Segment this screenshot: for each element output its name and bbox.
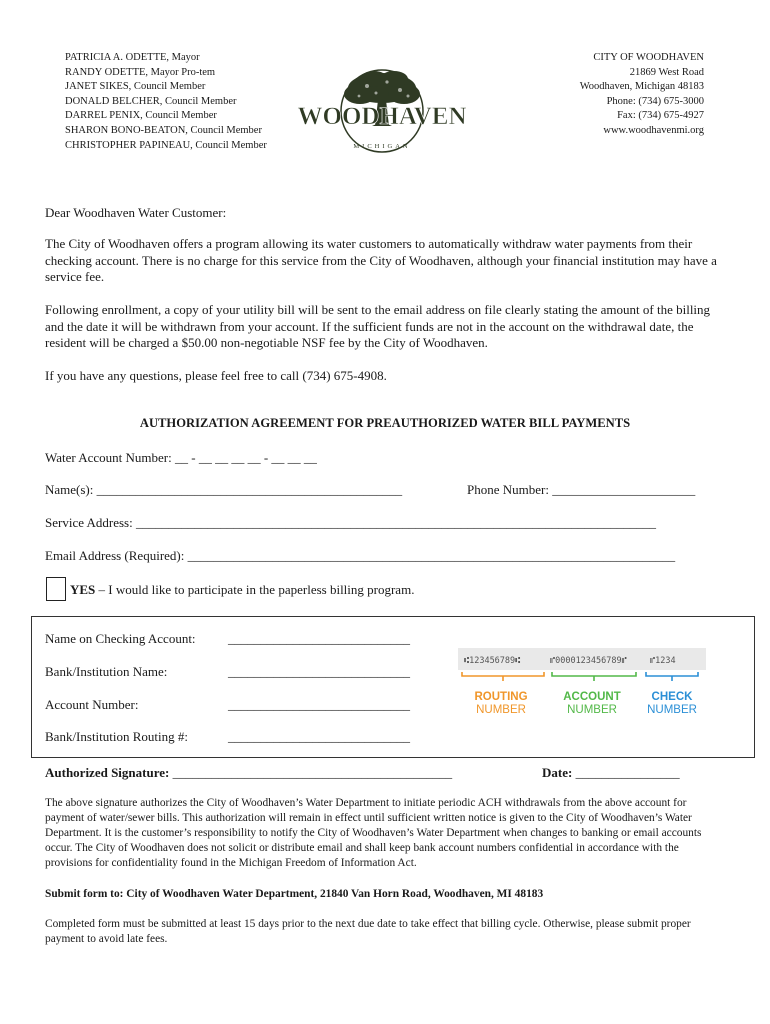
water-account-field[interactable] [45, 450, 317, 466]
names-blank[interactable]: _______________________________________________ [96, 482, 403, 497]
logo-subtitle: MICHIGAN [353, 143, 411, 150]
signature-label: Authorized Signature: [45, 765, 170, 780]
date-blank[interactable]: ________________ [575, 765, 680, 780]
water-account-blank[interactable]: __ - __ __ __ __ - __ __ __ [175, 450, 317, 465]
routing-caption-top: ROUTING [474, 691, 528, 703]
routing-number-label: Bank/Institution Routing #: [45, 729, 189, 744]
official-council-member: JANET SIKES, Council Member [65, 81, 206, 93]
service-address-blank[interactable]: ________________________________________________________________________________ [135, 515, 656, 530]
date-field[interactable] [542, 765, 680, 781]
submission-deadline-note: Completed form must be submitted at least 15 days prior to the next due date to take effect that billing cycle. Otherwise, please submit proper payment to avoid late fees. [45, 918, 691, 945]
check-caption-top: CHECK [651, 691, 693, 703]
account-caption-bottom: NUMBER [567, 704, 617, 716]
official-mayor-pro-tem: RANDY ODETTE, Mayor Pro-tem [65, 66, 216, 78]
signature-blank[interactable]: ___________________________________________ [172, 765, 453, 780]
form-title: AUTHORIZATION AGREEMENT FOR PREAUTHORIZED WATER BILL PAYMENTS [139, 416, 631, 430]
signature-field[interactable] [45, 765, 452, 781]
check-micr-diagram [458, 648, 706, 718]
paperless-yes: YES [70, 582, 96, 597]
check-caption-bottom: NUMBER [647, 704, 697, 716]
paperless-text: – I would like to participate in the paperless billing program. [95, 582, 415, 597]
woodhaven-logo [297, 66, 467, 156]
email-label: Email Address (Required): [45, 548, 185, 563]
routing-caption-bottom: NUMBER [476, 704, 526, 716]
city-website: www.woodhavenmi.org [603, 124, 704, 136]
bank-name-on-account-blank[interactable]: ____________________________ [228, 631, 410, 646]
official-council-member: DONALD BELCHER, Council Member [65, 95, 237, 107]
authorization-disclaimer: The above signature authorizes the City of Woodhaven’s Water Department to initiate periodic ACH withdrawals from the above account for payment of water/sewer bills. This authorization will remain in effect until sufficient written notice is given to the City of Woodhaven’s Water Department. It is the customer’s responsibility to notify the City of Woodhaven’s Water Department when changes to banking or email accounts occur. The City of Woodhaven does not solicit or distribute email and shall keep bank account numbers confidential in accordance with the provisions for confidentiality found in the Michigan Freedom of Information Act. [45, 797, 702, 869]
phone-label: Phone Number: [467, 482, 549, 497]
names-label: Name(s): [45, 482, 94, 497]
city-street: 21869 West Road [629, 66, 704, 78]
official-mayor: PATRICIA A. ODETTE, Mayor [65, 52, 200, 63]
logo-name: WOODHAVEN [297, 103, 467, 130]
email-blank[interactable]: ___________________________________________________________________________ [187, 548, 676, 563]
oak-tree-logo-icon [297, 66, 467, 156]
official-council-member: SHARON BONO-BEATON, Council Member [65, 124, 262, 136]
paragraph-enrollment: Following enrollment, a copy of your utility bill will be sent to the email address on file clearly stating the amount of the billing and the date it will be withdrawn from your account. If the sufficient funds are not in the account on the withdrawal date, the resident will be charged a $50.00 non-negotiable NSF fee by the City of Woodhaven. [45, 302, 711, 350]
paragraph-intro: The City of Woodhaven offers a program allowing its water customers to automatically withdraw water payments from their checking account. There is no charge for this service from the City of Woodhaven, although your financial institution may have a service fee. [45, 236, 717, 284]
micr-check: ⑈1234 [650, 656, 676, 666]
service-address-field[interactable] [45, 515, 656, 531]
account-caption-top: ACCOUNT [563, 691, 621, 703]
email-field[interactable] [45, 548, 675, 564]
micr-routing: ⑆123456789⑆ [464, 656, 521, 666]
phone-blank[interactable]: ______________________ [552, 482, 696, 497]
bank-name-on-account-label: Name on Checking Account: [45, 631, 196, 646]
paragraph-questions: If you have any questions, please feel free to call (734) 675-4908. [45, 368, 387, 383]
city-name: CITY OF WOODHAVEN [593, 52, 704, 63]
bank-institution-label: Bank/Institution Name: [45, 664, 168, 679]
names-field[interactable] [45, 482, 402, 498]
account-number-label: Account Number: [45, 697, 139, 712]
routing-number-blank[interactable]: ____________________________ [228, 729, 410, 744]
officials-list [65, 51, 267, 153]
city-phone: Phone: (734) 675-3000 [606, 95, 704, 107]
check-diagram [458, 648, 706, 718]
city-fax: Fax: (734) 675-4927 [617, 110, 704, 122]
service-address-label: Service Address: [45, 515, 133, 530]
micr-account: ⑈0000123456789⑈ [550, 656, 627, 666]
paperless-checkbox[interactable] [46, 577, 66, 601]
bank-institution-blank[interactable]: ____________________________ [228, 664, 410, 679]
submit-instructions: Submit form to: City of Woodhaven Water Department, 21840 Van Horn Road, Woodhaven, MI 48183 [45, 888, 544, 900]
greeting: Dear Woodhaven Water Customer: [45, 205, 227, 220]
date-label: Date: [542, 765, 573, 780]
official-council-member: CHRISTOPHER PAPINEAU, Council Member [65, 139, 267, 151]
phone-field[interactable] [467, 482, 695, 498]
city-contact [580, 51, 704, 139]
paperless-option [70, 582, 414, 598]
account-number-blank[interactable]: ____________________________ [228, 697, 410, 712]
water-account-label: Water Account Number: [45, 450, 172, 465]
city-location: Woodhaven, Michigan 48183 [579, 81, 704, 93]
official-council-member: DARREL PENIX, Council Member [65, 110, 217, 122]
